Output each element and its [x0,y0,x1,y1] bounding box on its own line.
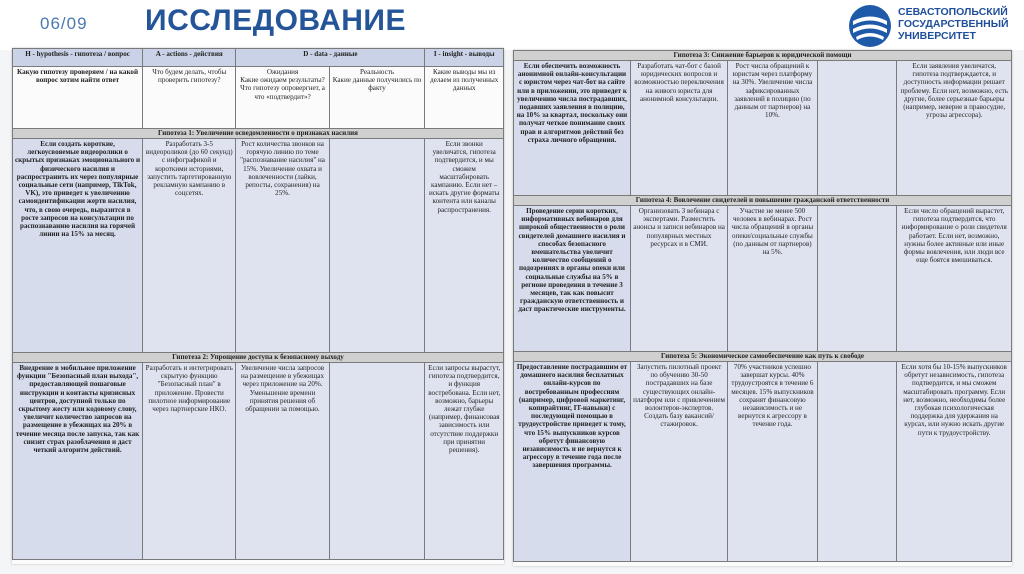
hypothesis-3-insight: Если заявления увеличатся, гипотеза подтверждается, и доступность информации решает проблему. Если нет, возможно, есть другие, более серьезные барьеры (например, неверие в правосудие, угрозы агрессора). [897,61,1012,196]
hypothesis-2-insight: Если запросы вырастут, гипотеза подтвердится, и функция востребована. Если нет, возможно, барьеры лежат глубже (например, финансовая зависимость или отсутствие поддержки при принятии решения). [425,363,504,560]
intro-insight-cell: Какие выводы мы из делаем из полученных данных [425,67,504,129]
slide-number: 06/09 [40,14,88,33]
logo-line: СЕВАСТОПОЛЬСКИЙ [898,6,1008,18]
hypothesis-5-title: Гипотеза 5: Экономическое самообеспечение как путь к свободе [514,352,1012,362]
hypothesis-1-title: Гипотеза 1: Увеличение осведомленности о признаках насилия [13,129,504,139]
hypothesis-1-insight: Если звонки увеличатся, гипотеза подтвердится, и мы сможем масштабировать кампанию. Если нет – искать другие форматы контента или каналы распространения. [425,139,504,353]
logo-line: УНИВЕРСИТЕТ [898,30,976,42]
hypothesis-4-title: Гипотеза 4: Вовлечение свидетелей и повышение гражданской ответственности [514,196,1012,206]
hypothesis-3-statement: Если обеспечить возможность анонимной онлайн-консультации с юристом через чат-бот на сайте или в приложении, это приведет к увеличению числа пострадавших, подавших заявления в полицию, на 10% за квартал, поскольку они получат четкое понимание своих прав и алгоритмов действий без страха личного обращения. [514,61,631,196]
hypothesis-4-insight: Если число обращений вырастет, гипотеза подтвердится, что информирование о роли свидетеля работает. Если нет, возможно, нужны более активные или иные формы вовлечения, или люди все еще боятся вмешиваться. [897,206,1012,352]
left-hypothesis-table [12,48,504,564]
column-header-insight: I - insight - выводы [425,49,504,67]
hypothesis-3-reality [817,61,897,196]
hypothesis-2-actions: Разработать и интегрировать скрытую функцию "Безопасный план" в приложение. Провести пилотное информирование через партнерские НКО. [143,363,236,560]
hypothesis-2-reality [329,363,425,560]
hypothesis-4-expectations: Участие не менее 500 человек в вебинарах. Рост числа обращений в органы опеки/социальные службы (по данным от партнеров) на 5%. [728,206,818,352]
hypothesis-1-statement: Если создать короткие, легкоусвояемые видеоролики о скрытых признаках эмоционального и физического насилия и распространить их через популярные социальные сети (например, TikTok, VK), это приведет к увеличению самоидентификации жертв насилия, что, в свою очередь, выразится в росте запросов на консультации по распознаванию насилия на горячей линии на 15% за месяц. [13,139,143,353]
hypothesis-5-reality [817,362,897,562]
hypothesis-3-title: Гипотеза 3: Снижение барьеров к юридической помощи [514,51,1012,61]
page-title: ИССЛЕДОВАНИЕ [145,4,406,37]
hypothesis-4-statement: Проведение серии коротких, информативных вебинаров для широкой общественности о роли свидетелей домашнего насилия и способах безопасного вмешательства увеличит количество сообщений о подозрениях в органы опеки или социальные службы на 5% в регионе проведения в течение 3 месяцев, так как повысит гражданскую ответственность и даст практические инструменты. [514,206,631,352]
hypothesis-3-actions: Разработать чат-бот с базой юридических вопросов и возможностью переключения на живого юриста для анонимной консультации. [631,61,728,196]
hypothesis-1-actions: Разработать 3-5 видеороликов (до 60 секунд) с инфографикой и короткими историями, запустить таргетированную рекламную кампанию в соцсетях. [143,139,236,353]
hypothesis-5-expectations: 70% участников успешно завершат курсы. 40% трудоустроятся в течение 6 месяцев. 15% выпускников сохранят финансовую независимость и не вернутся к агрессору в течение года. [728,362,818,562]
hypothesis-2-title: Гипотеза 2: Упрощение доступа к безопасному выходу [13,353,504,363]
university-logo-icon [848,4,892,48]
intro-hypothesis-cell: Какую гипотезу проверяем / на какой вопрос хотим найти ответ [13,67,143,129]
hypothesis-5-statement: Предоставление пострадавшим от домашнего насилия бесплатных онлайн-курсов по востребованным профессиям (например, цифровой маркетинг, копирайтинг, IT-навыки) с последующей помощью в трудоустройстве приведет к тому, что 15% выпускников курсов обретут финансовую независимость и не вернутся к агрессору в течение года после завершения программы. [514,362,631,562]
hypothesis-5-insight: Если хотя бы 10-15% выпускников обретут независимость, гипотеза подтвердится, и мы сможем масштабировать программу. Если нет, возможно, необходимы более глубокая психологическая поддержка для удержания на курсах, или нужно искать другие пути к трудоустройству. [897,362,1012,562]
hypothesis-3-expectations: Рост числа обращений к юристам через платформу на 30%. Увеличение числа зафиксированных заявлений в полицию (по данным от партнеров) на 10%. [728,61,818,196]
logo-line: ГОСУДАРСТВЕННЫЙ [898,18,1009,30]
intro-expectations-cell: Ожидания Какие ожидаем результаты? Что гипотезу опровергнет, а что «подтвердит»? [236,67,329,129]
university-name [898,6,1009,42]
hypothesis-5-actions: Запустить пилотный проект по обучению 30-50 пострадавших на базе существующих онлайн-платформ или с привлечением волонтеров-экспертов. Создать базу вакансий/стажировок. [631,362,728,562]
right-hypothesis-table [513,50,1012,566]
intro-reality-cell: Реальность Какие данные получились по факту [329,67,425,129]
hypothesis-4-actions: Организовать 3 вебинара с экспертами. Разместить анонсы и записи вебинаров на популярных местных ресурсах и в СМИ. [631,206,728,352]
column-header-data: D - data - данные [236,49,425,67]
hypothesis-2-statement: Внедрение в мобильное приложение функции "Безопасный план выхода", предоставляющей пошаговые инструкции и контакты кризисных центров, доступной только по скрытому жесту или кодовому слову, увеличит количество запросов на размещение в убежищах на 20% в течение месяца после запуска, так как снизит страх разоблачения и даст четкий алгоритм действий. [13,363,143,560]
hypothesis-1-reality [329,139,425,353]
intro-actions-cell: Что будем делать, чтобы проверить гипотезу? [143,67,236,129]
hypothesis-2-expectations: Увеличение числа запросов на размещение в убежищах через приложение на 20%. Уменьшение времени принятия решения об обращении за помощью. [236,363,329,560]
column-header-actions: A - actions - действия [143,49,236,67]
hypothesis-4-reality [817,206,897,352]
hypothesis-1-expectations: Рост количества звонков на горячую линию по теме "распознавание насилия" на 15%. Увеличение охвата и вовлеченности (лайки, репосты, сохранения) на 25%. [236,139,329,353]
column-header-hypothesis: H - hypothesis - гипотеза / вопрос [13,49,143,67]
slide-header [0,0,1024,50]
